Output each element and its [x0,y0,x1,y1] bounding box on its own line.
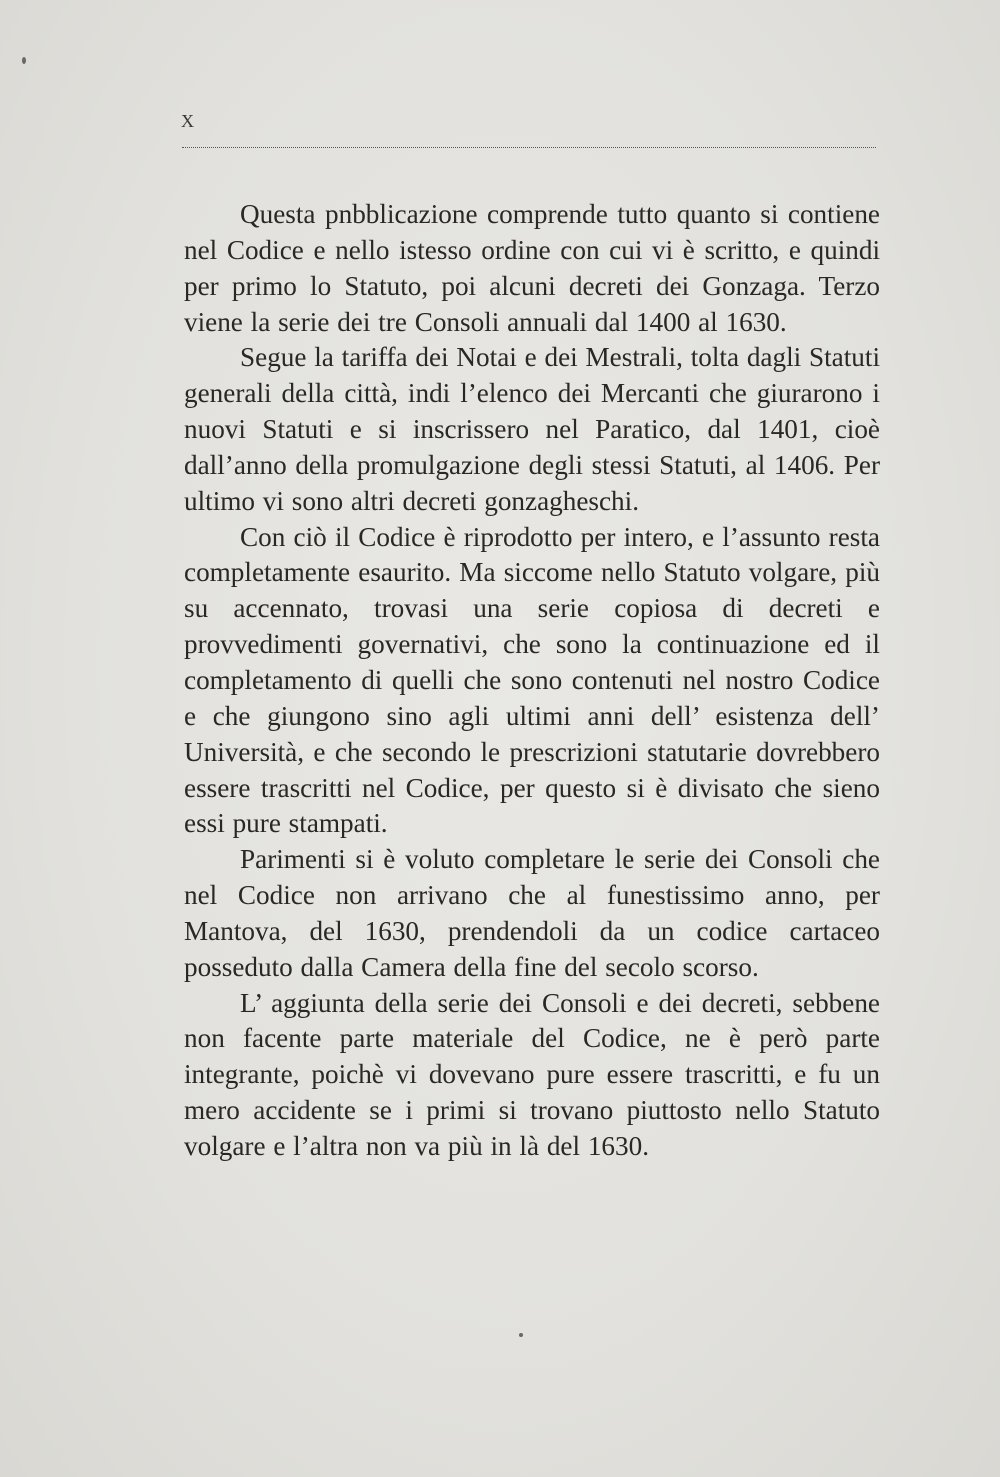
paragraph: Questa pnbblicazione comprende tutto quanto si contiene nel Codice e nello istesso ordine con cui vi è scritto, e quindi per primo lo Statuto, poi alcuni decreti dei Gonzaga. Terzo viene la serie dei tre Consoli annuali dal 1400 al 1630. [184,199,880,337]
paragraph: Segue la tariffa dei Notai e dei Mestrali, tolta dagli Statuti generali della città, indi l’elenco dei Mercanti che giurarono i nuovi Statuti e si inscrissero nel Paratico, dal 1401, cioè dall’anno della promulgazione degli stessi Statuti, al 1406. Per ultimo vi sono altri decreti gonzagheschi. [184,342,880,516]
paragraph: Con ciò il Codice è riprodotto per intero, e l’assunto resta completamente esaurito. Ma siccome nello Statuto volgare, più su accennato, trovasi una serie copiosa di decreti e provvedimenti governativi, che sono la continuazione ed il completamento di quelli che sono contenuti nel nostro Codice e che giungono sino agli ultimi anni dell’ esistenza dell’ Università, e che secondo le prescrizioni statutarie dovrebbero essere trascritti nel Codice, per questo si è divisato che sieno essi pure stampati. [184,521,880,839]
paragraph: L’ aggiunta della serie dei Consoli e dei decreti, sebbene non facente parte materiale del Codice, ne è però parte integrante, poichè vi dovevano pure essere trascritti, e fu un mero accidente se i primi si trovano piuttosto nello Statuto volgare e l’altra non va più in là del 1630. [184,987,880,1161]
ink-speck [519,1333,523,1337]
ink-speck [22,57,26,64]
page-number: x [181,104,195,133]
body-text [184,197,880,1165]
header-rule [182,147,876,148]
paragraph: Parimenti si è voluto completare le serie dei Consoli che nel Codice non arrivano che al funestissimo anno, per Mantova, del 1630, prendendoli da un codice cartaceo posseduto dalla Camera della fine del secolo scorso. [184,844,880,982]
